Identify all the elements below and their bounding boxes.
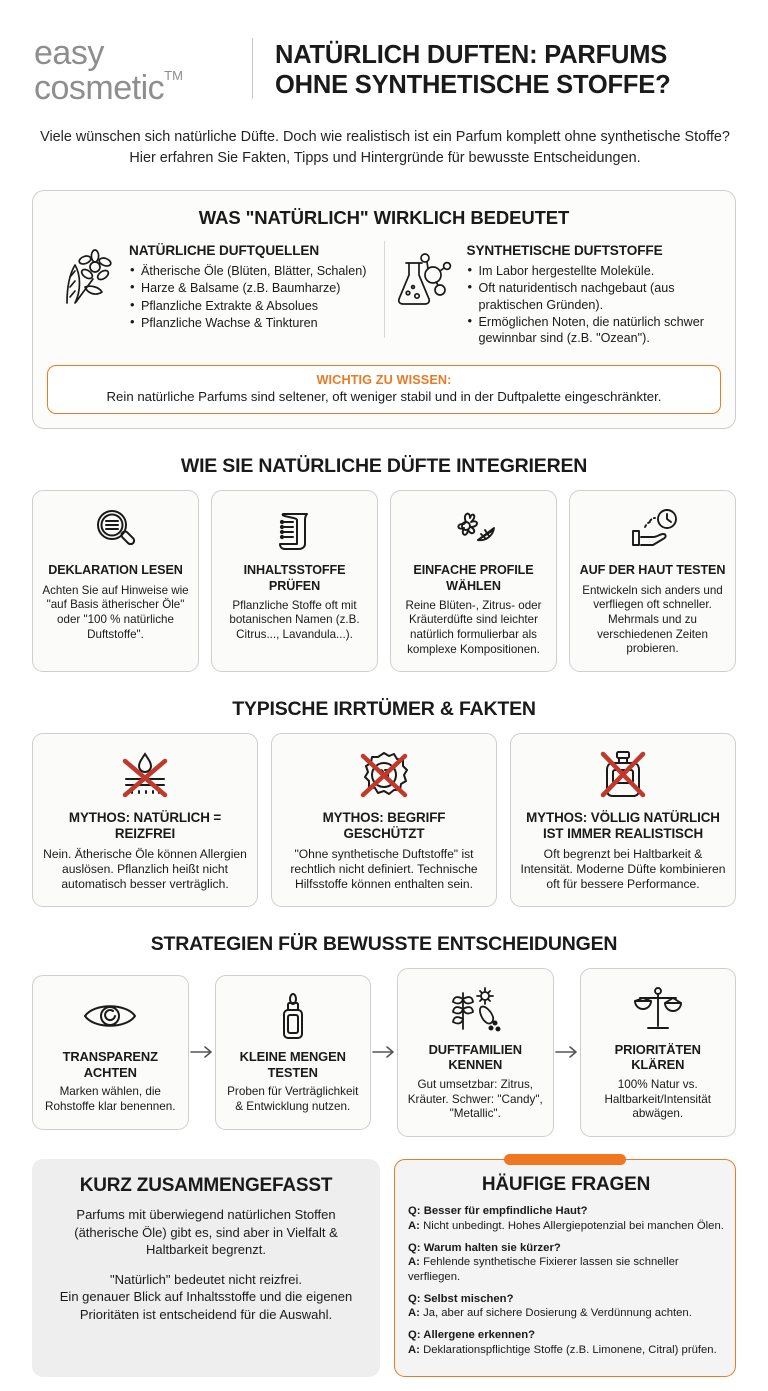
card-title: DUFTFAMILIEN KENNEN (428, 1041, 522, 1073)
card-title: TRANSPARENZ ACHTEN (62, 1049, 158, 1080)
list-item: • Im Labor hergestellte Moleküle. (467, 263, 714, 279)
eye-icon (82, 990, 138, 1042)
myths-section-title: TYPISCHE IRRTÜMER & FAKTEN (232, 697, 536, 720)
card-title: INHALTSSTOFFE PRÜFEN (243, 563, 346, 593)
faq-q-label: Q: (408, 1241, 421, 1254)
faq-panel (394, 1159, 736, 1377)
faq-item (408, 1241, 724, 1285)
hand-clock-icon (627, 504, 679, 556)
list-item: • Pflanzliche Wachse & Tinkturen (129, 315, 376, 331)
faq-q-label: Q: (408, 1292, 421, 1305)
faq-title: HÄUFIGE FRAGEN (481, 1174, 651, 1196)
brand-line-2: cosmetic™ (34, 68, 183, 107)
faq-answer: A: Ja, aber auf sichere Dosierung & Verdünnung achten. (408, 1307, 692, 1320)
definition-title: WAS "NATÜRLICH" WIRKLICH BEDEUTET (198, 207, 570, 229)
myth-card-begriff (271, 733, 497, 907)
myth-card-reizfrei (32, 733, 258, 907)
faq-answer: A: Fehlende synthetische Fixierer lassen sie schneller verfliegen. (408, 1256, 679, 1283)
card-text: Oft begrenzt bei Haltbarkeit & Intensität. Moderne Düfte kombinieren oft für bessere Performance. (520, 846, 726, 892)
faq-answer: A: Nicht unbedingt. Hohes Allergiepotenzial bei manchen Ölen. (408, 1219, 724, 1232)
dropper-bottle-icon (276, 990, 310, 1042)
faq-q-label: Q: (408, 1328, 421, 1341)
faq-a-label: A: (408, 1256, 420, 1269)
strategy-card-prioritaeten (580, 968, 737, 1138)
flow-arrow-icon (189, 1045, 215, 1059)
card-text: "Ohne synthetische Duftstoffe" ist rechtlich nicht definiert. Technische Hilfsstoffe können enthalten sein. (290, 846, 478, 892)
flow-arrow-icon (371, 1045, 397, 1059)
natural-sources-list (129, 263, 376, 331)
card-text: 100% Natur vs. Haltbarkeit/Intensität abwägen. (604, 1077, 712, 1121)
drop-skin-crossed-icon (112, 747, 178, 803)
list-item: • Harze & Balsame (z.B. Baumharze) (129, 280, 376, 296)
card-title: MYTHOS: VÖLLIG NATÜRLICH IST IMMER REALISTISCH (526, 809, 720, 841)
trademark-symbol: TM (164, 68, 183, 84)
card-title: EINFACHE PROFILE WÄHLEN (413, 563, 534, 593)
faq-question: Q: Besser für empfindliche Haut? (408, 1205, 588, 1218)
strategy-card-duftfamilien (397, 968, 554, 1138)
strategy-card-transparenz (32, 975, 189, 1130)
card-text: Marken wählen, die Rohstoffe klar benennen. (45, 1085, 176, 1113)
important-note (47, 365, 721, 414)
integrate-card-row (32, 490, 736, 671)
magnifier-document-icon (92, 504, 140, 556)
myths-card-row (32, 733, 736, 907)
summary-panel (32, 1159, 380, 1377)
card-title: MYTHOS: BEGRIFF GESCHÜTZT (322, 809, 446, 841)
herbs-spices-icon (447, 983, 503, 1035)
integrate-card-profile (390, 490, 557, 671)
strategies-flow-row (32, 968, 736, 1138)
flower-citrus-icon (448, 504, 500, 556)
bottom-row (32, 1159, 736, 1377)
integrate-card-deklaration (32, 490, 199, 671)
seal-badge-crossed-icon (354, 747, 414, 803)
intro-text: Viele wünschen sich natürliche Düfte. Doch wie realistisch ist ein Parfum komplett ohne synthetische Stoffe? Hier erfahren Sie Fakten, Tipps und Hintergründe für bewusste Entscheidungen. (40, 129, 730, 166)
card-text: Pflanzliche Stoffe oft mit botanischen Namen (z.B. Citrus..., Lavandula...). (229, 598, 360, 642)
page-header (0, 0, 768, 105)
card-title: MYTHOS: NATÜRLICH = REIZFREI (68, 809, 222, 841)
flask-molecule-icon (393, 243, 457, 309)
strategy-card-mengen (215, 975, 372, 1130)
brand-line-1: easy (34, 34, 104, 72)
card-text: Entwickeln sich anders und verfliegen oft schneller. Mehrmals und zu verschiedenen Zeiten probieren. (582, 583, 723, 656)
natural-sources-heading: NATÜRLICHE DUFTQUELLEN (129, 243, 320, 259)
summary-paragraph-2: "Natürlich" bedeutet nicht reizfrei. Ein genauer Blick auf Inhaltsstoffe und die eigenen Prioritäten ist entscheidend für die Auswahl. (59, 1272, 353, 1322)
strategies-section-title: STRATEGIEN FÜR BEWUSSTE ENTSCHEIDUNGEN (150, 932, 618, 955)
card-title: DEKLARATION LESEN (48, 563, 183, 578)
faq-question: Q: Allergene erkennen? (408, 1328, 536, 1341)
card-title: PRIORITÄTEN KLÄREN (614, 1041, 701, 1073)
synthetic-sources-list (467, 263, 714, 346)
synthetic-sources-column (385, 241, 722, 353)
note-body: Rein natürliche Parfums sind seltener, oft weniger stabil und in der Duftpalette eingeschränkter. (106, 389, 662, 405)
faq-question: Q: Selbst mischen? (408, 1292, 514, 1305)
integrate-card-inhaltsstoffe (211, 490, 378, 671)
perfume-bottle-crossed-icon (595, 747, 651, 803)
faq-a-label: A: (408, 1219, 420, 1232)
list-item: • Oft naturidentisch nachgebaut (aus praktischen Gründen). (467, 280, 714, 312)
integrate-card-haut (569, 490, 736, 671)
faq-a-label: A: (408, 1343, 420, 1356)
list-item: • Ätherische Öle (Blüten, Blätter, Schalen) (129, 263, 376, 279)
card-title: KLEINE MENGEN TESTEN (239, 1049, 346, 1080)
balance-scale-icon (632, 983, 684, 1035)
flow-arrow-icon (554, 1045, 580, 1059)
note-heading: WICHTIG ZU WISSEN: (316, 373, 452, 388)
list-item: • Pflanzliche Extrakte & Absolues (129, 298, 376, 314)
leaf-flower-icon (55, 243, 119, 309)
header-divider (252, 38, 253, 99)
faq-a-label: A: (408, 1307, 420, 1320)
summary-title: KURZ ZUSAMMENGEFASST (79, 1175, 333, 1197)
faq-question: Q: Warum halten sie kürzer? (408, 1241, 561, 1254)
card-text: Gut umsetzbar: Zitrus, Kräuter. Schwer: "Candy", "Metallic". (407, 1077, 543, 1121)
summary-paragraph-1: Parfums mit überwiegend natürlichen Stoffen (ätherische Öle) gibt es, sind aber in Vielfalt & Haltbarkeit begrenzt. (74, 1207, 338, 1257)
card-text: Proben für Verträglichkeit & Entwicklung nutzen. (227, 1085, 359, 1113)
myth-card-realistisch (510, 733, 736, 907)
card-text: Reine Blüten-, Zitrus- oder Kräuterdüfte sind leichter natürlich formulierbar als komplexe Kompositionen. (405, 598, 542, 656)
faq-answer: A: Deklarationspflichtige Stoffe (z.B. Limonene, Citral) prüfen. (408, 1343, 717, 1356)
card-text: Achten Sie auf Hinweise wie "auf Basis ätherischer Öle" oder "100 % natürliche Duftstoffe". (42, 583, 189, 641)
faq-item (408, 1292, 724, 1321)
faq-tab-accent (504, 1154, 626, 1165)
faq-item (408, 1328, 724, 1357)
card-title: AUF DER HAUT TESTEN (579, 563, 726, 578)
definition-panel (32, 190, 736, 429)
natural-sources-column (47, 241, 385, 338)
synthetic-sources-heading: SYNTHETISCHE DUFTSTOFFE (466, 243, 663, 259)
list-item: • Ermöglichen Noten, die natürlich schwer gewinnbar sind (z.B. "Ozean"). (467, 314, 714, 346)
faq-q-label: Q: (408, 1205, 421, 1218)
page-title: NATÜRLICH DUFTEN: PARFUMS OHNE SYNTHETISCHE STOFFE? (275, 40, 671, 99)
scroll-list-icon (271, 504, 319, 556)
card-text: Nein. Ätherische Öle können Allergien auslösen. Pflanzlich heißt nicht automatisch besser verträglich. (43, 846, 247, 892)
integrate-section-title: WIE SIE NATÜRLICHE DÜFTE INTEGRIEREN (180, 455, 588, 478)
faq-item (408, 1204, 724, 1233)
brand-logo (34, 34, 230, 105)
